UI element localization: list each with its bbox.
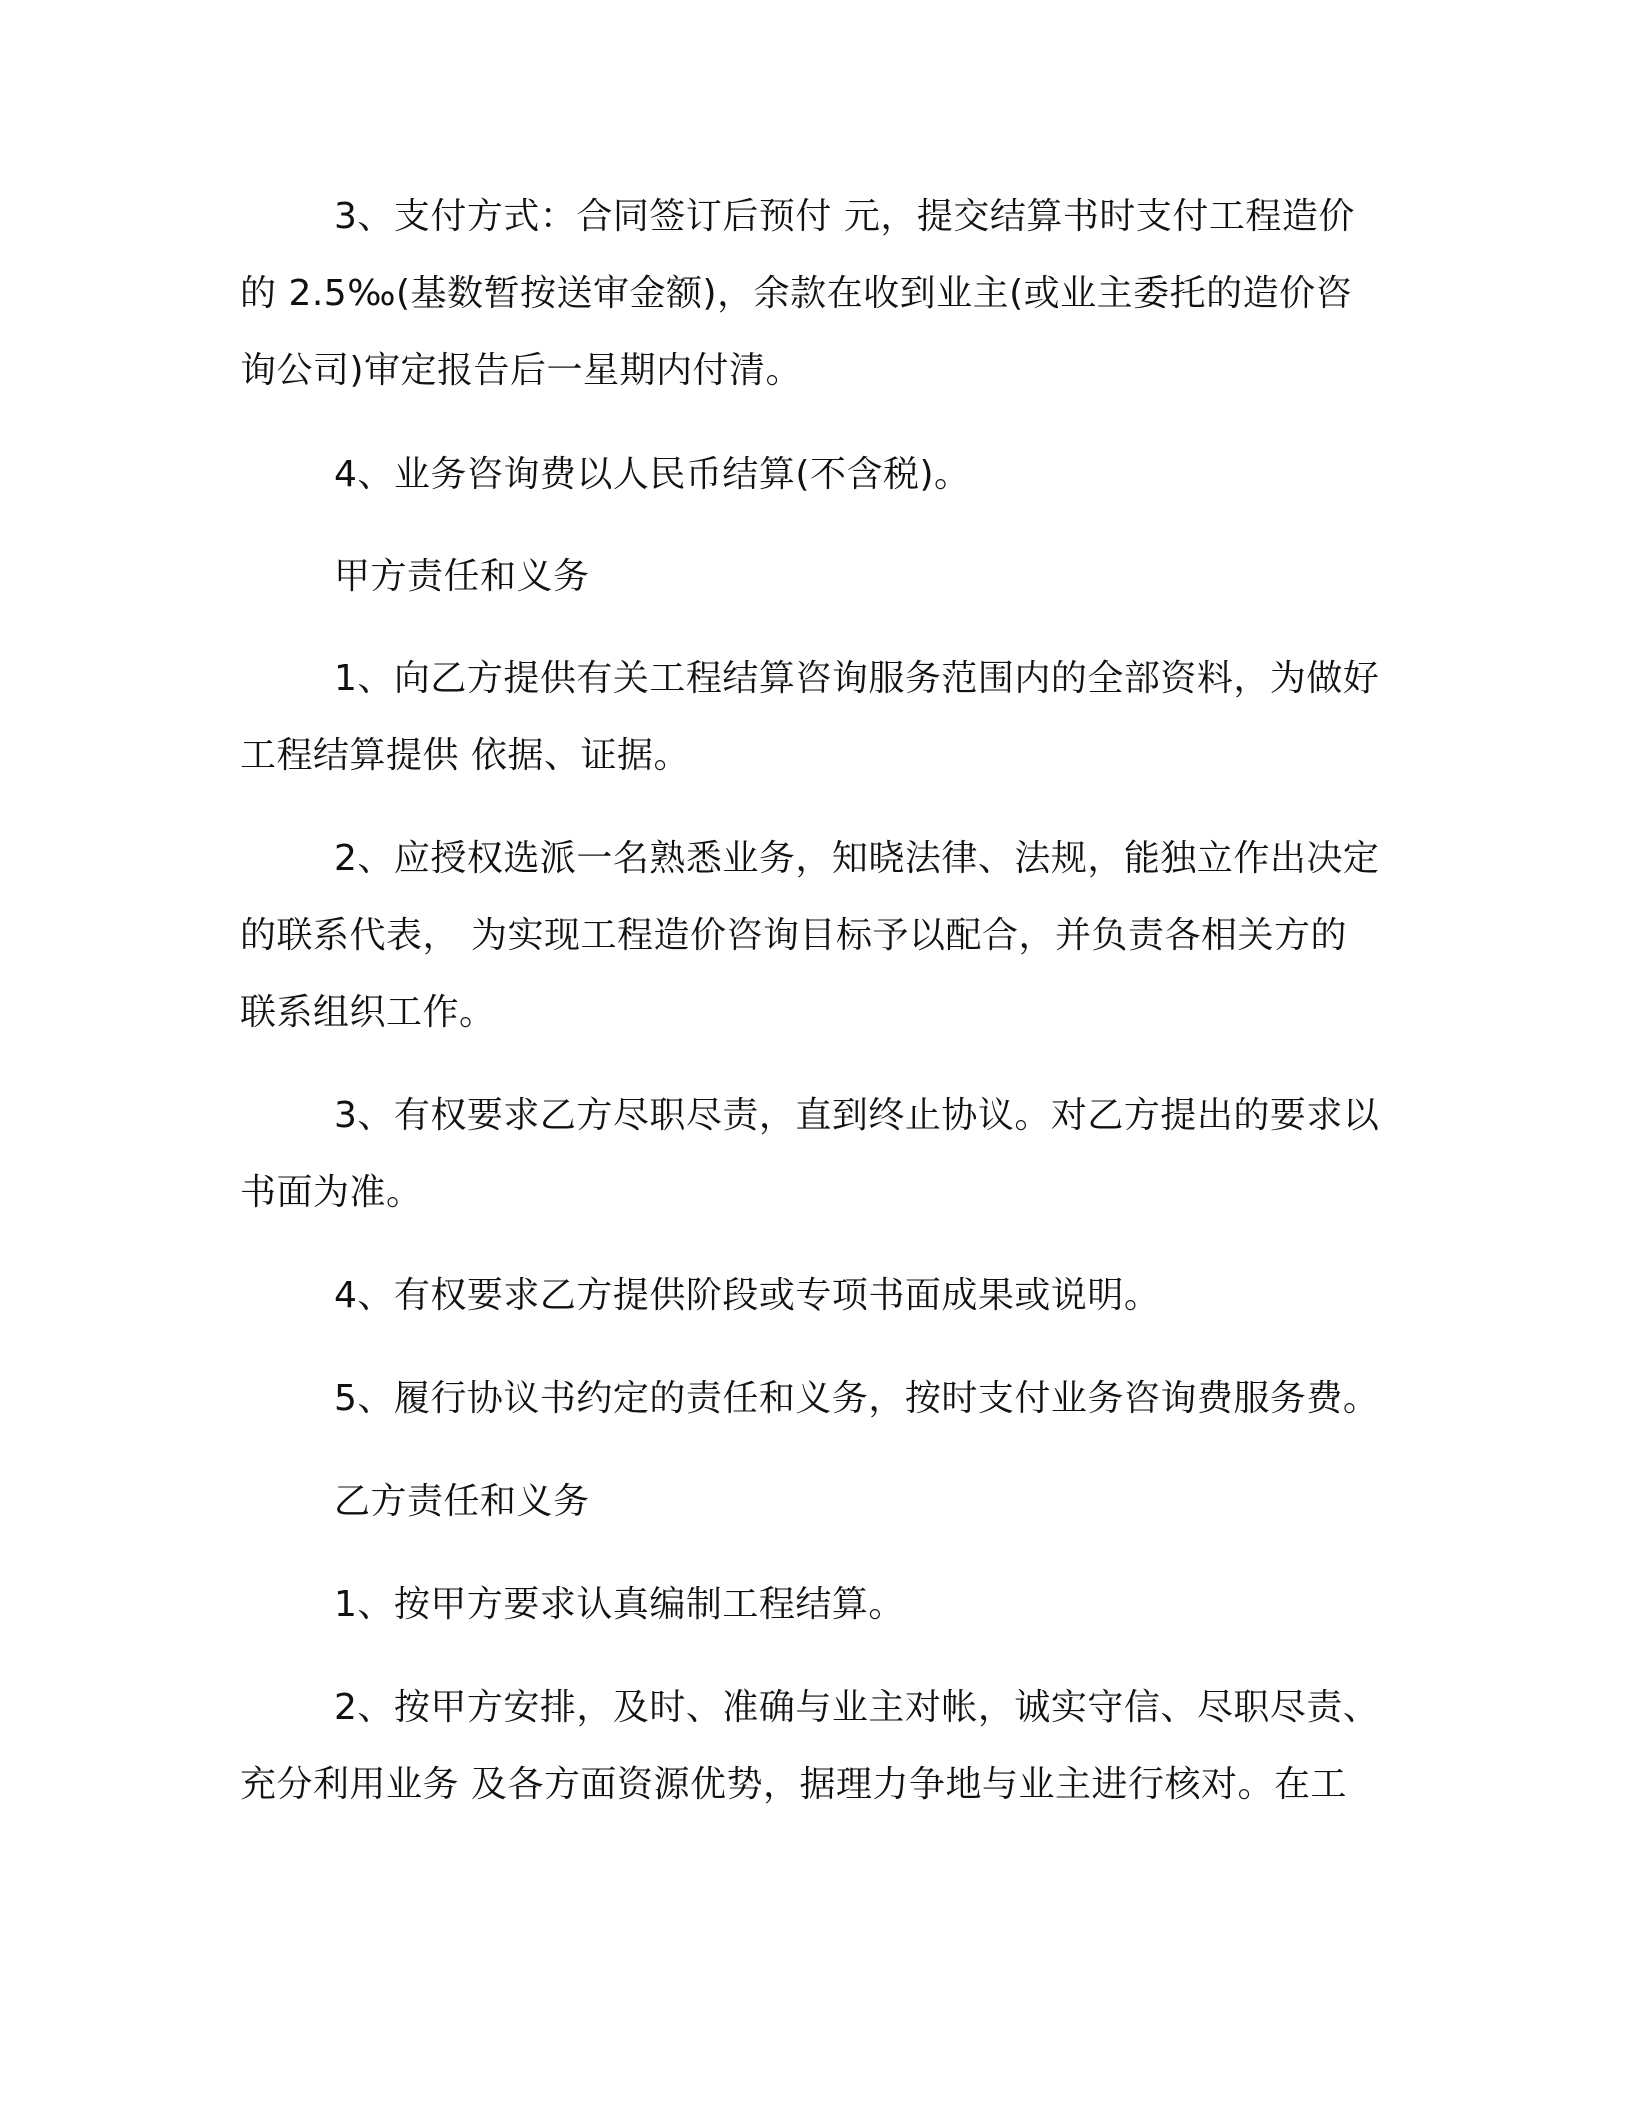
paragraph-party-a-3: 3、有权要求乙方尽职尽责，直到终止协议。对乙方提出的要求以书面为准。: [240, 1095, 1380, 1213]
paragraph-party-a-4: 4、有权要求乙方提供阶段或专项书面成果或说明。: [334, 1275, 1161, 1316]
paragraph-party-b-2: 2、按甲方安排，及时、准确与业主对帐，诚实守信、尽职尽责、充分利用业务 及各方面资源优势，据理力争地与业主进行核对。在工: [240, 1687, 1380, 1805]
section-heading-party-b: 乙方责任和义务: [334, 1481, 590, 1522]
paragraph-party-a-5: 5、履行协议书约定的责任和义务，按时支付业务咨询费服务费。: [334, 1378, 1380, 1419]
paragraph-party-b-1: 1、按甲方要求认真编制工程结算。: [334, 1584, 905, 1625]
paragraph-party-a-2: 2、应授权选派一名熟悉业务，知晓法律、法规，能独立作出决定的联系代表， 为实现工程造价咨询目标予以配合，并负责各相关方的联系组织工作。: [240, 838, 1380, 1033]
paragraph-payment-method: 3、支付方式：合同签订后预付 元，提交结算书时支付工程造价的 2.5‰(基数暂按送审金额)，余款在收到业主(或业主委托的造价咨询公司)审定报告后一星期内付清。: [240, 196, 1355, 391]
paragraph-party-a-1: 1、向乙方提供有关工程结算咨询服务范围内的全部资料，为做好工程结算提供 依据、证据。: [240, 658, 1380, 776]
section-heading-party-a: 甲方责任和义务: [334, 556, 590, 597]
paragraph-fee-currency: 4、业务咨询费以人民币结算(不含税)。: [334, 454, 971, 495]
